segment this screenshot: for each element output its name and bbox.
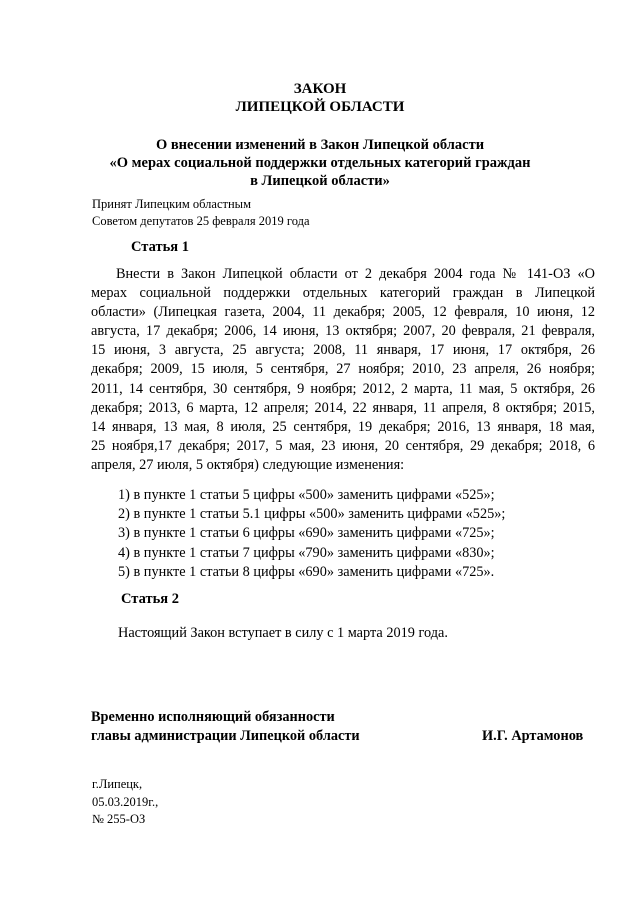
amendment-item: 4) в пункте 1 статьи 7 цифры «790» заменить цифрами «830»; xyxy=(118,544,495,561)
signatory-position-line-1: Временно исполняющий обязанности xyxy=(91,709,335,725)
article-2-text: Настоящий Закон вступает в силу с 1 марта 2019 года. xyxy=(118,625,448,641)
adoption-note xyxy=(92,196,310,230)
article-1-line: 25 ноября,17 декабря; 2017, 5 мая, 23 июня, 20 сентября, 29 декабря; 2018, 6 xyxy=(91,437,595,454)
signatory-position-line-2: главы администрации Липецкой области xyxy=(91,728,360,744)
article-1-line: августа, 17 декабря; 2006, 14 июня, 13 октября; 2007, 20 февраля, 21 февраля, xyxy=(91,323,595,340)
law-subtitle-line-3: в Липецкой области» xyxy=(250,173,390,189)
signatory-name: И.Г. Артамонов xyxy=(482,728,584,744)
amendment-item: 1) в пункте 1 статьи 5 цифры «500» заменить цифрами «525»; xyxy=(118,487,495,503)
law-title-line-2: ЛИПЕЦКОЙ ОБЛАСТИ xyxy=(235,99,405,115)
footer-number: № 255-ОЗ xyxy=(92,812,146,826)
amendment-item: 2) в пункте 1 статьи 5.1 цифры «500» заменить цифрами «525»; xyxy=(118,506,506,523)
article-1-line: области» (Липецкая газета, 2004, 11 декабря; 2005, 12 февраля, 10 июня, 12 xyxy=(91,304,595,321)
article-1-heading: Статья 1 xyxy=(131,239,189,255)
article-1-line: мерах социальной поддержки отдельных категорий граждан в Липецкой xyxy=(91,285,595,302)
law-subtitle-line-1: О внесении изменений в Закон Липецкой области xyxy=(155,137,485,153)
article-1-line: апреля, 27 июля, 5 октября) следующие изменения: xyxy=(91,456,405,473)
footer-city: г.Липецк, xyxy=(92,777,143,791)
amendments-list xyxy=(118,486,505,582)
law-title xyxy=(0,80,640,116)
article-1-line: декабря; 2013, 6 марта, 12 апреля; 2014, 22 января, 11 апреля, 8 октября; 2015, xyxy=(91,399,595,416)
amendment-item: 3) в пункте 1 статьи 6 цифры «690» заменить цифрами «725»; xyxy=(118,525,495,542)
law-subtitle xyxy=(0,136,640,190)
footer-date: 05.03.2019г., xyxy=(92,794,159,809)
article-1-text xyxy=(91,265,595,475)
amendment-item: 5) в пункте 1 статьи 8 цифры «690» заменить цифрами «725». xyxy=(118,563,495,580)
article-2-heading: Статья 2 xyxy=(121,591,179,607)
article-1-line: декабря; 2009, 15 июля, 5 сентября, 27 ноября; 2010, 23 апреля, 26 ноября; xyxy=(91,361,595,378)
document-footer xyxy=(92,776,158,829)
article-1-line: 14 января, 13 мая, 8 июля, 25 сентября, 19 декабря; 2016, 13 января, 18 мая, xyxy=(91,418,595,435)
signatory-position xyxy=(91,708,360,746)
article-1-line: 15 июня, 3 августа, 25 августа; 2008, 11 января, 17 июня, 17 октября, 26 xyxy=(91,342,595,359)
adoption-note-line-2: Советом депутатов 25 февраля 2019 года xyxy=(92,214,310,228)
article-1-line: Внести в Закон Липецкой области от 2 декабря 2004 года № 141-ОЗ «О xyxy=(116,266,595,282)
law-title-line-1: ЗАКОН xyxy=(293,81,347,97)
law-subtitle-line-2: «О мерах социальной поддержки отдельных категорий граждан xyxy=(109,155,531,171)
article-1-line: 2011, 14 сентября, 30 сентября, 9 ноября; 2012, 2 марта, 11 мая, 5 октября, 26 xyxy=(91,380,595,397)
adoption-note-line-1: Принят Липецким областным xyxy=(92,197,251,211)
